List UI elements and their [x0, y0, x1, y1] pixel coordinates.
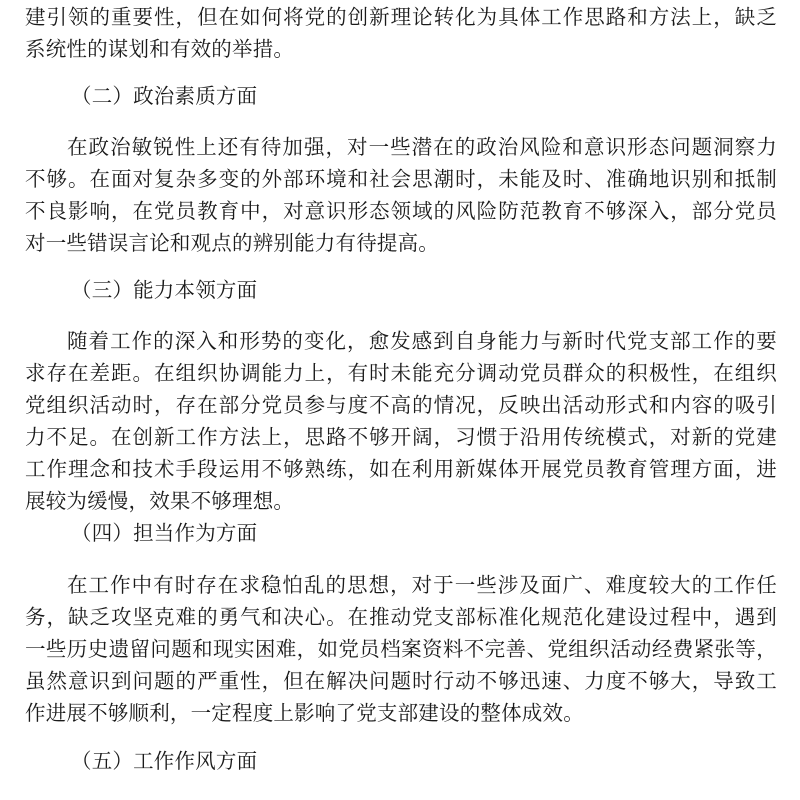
paragraph-line: 对一些错误言论和观点的辨别能力有待提高。 — [25, 231, 439, 255]
paragraph-line: 在政治敏锐性上还有待加强，对一些潜在的政治风险和意识形态问题洞察力 — [67, 135, 777, 159]
paragraph-line: 工作理念和技术手段运用不够熟练，如在利用新媒体开展党员教育管理方面，进 — [25, 457, 777, 481]
paragraph-line: 党组织活动时，存在部分党员参与度不高的情况，反映出活动形式和内容的吸引 — [25, 393, 777, 417]
paragraph-line: 不够。在面对复杂多变的外部环境和社会思潮时，未能及时、准确地识别和抵制 — [25, 167, 777, 191]
paragraph-line: 随着工作的深入和形势的变化，愈发感到自身能力与新时代党支部工作的要 — [67, 329, 777, 353]
paragraph-line: 一些历史遗留问题和现实困难，如党员档案资料不完善、党组织活动经费紧张等， — [25, 637, 777, 661]
paragraph-line: 务，缺乏攻坚克难的勇气和决心。在推动党支部标准化规范化建设过程中，遇到 — [25, 605, 777, 629]
paragraph-line: 建引领的重要性，但在如何将党的创新理论转化为具体工作思路和方法上，缺乏 — [25, 5, 777, 29]
paragraph-line: 在工作中有时存在求稳怕乱的思想，对于一些涉及面广、难度较大的工作任 — [67, 573, 777, 597]
section-heading: （三）能力本领方面 — [71, 278, 258, 302]
paragraph-line: 不良影响，在党员教育中，对意识形态领域的风险防范教育不够深入，部分党员 — [25, 199, 777, 223]
paragraph-line: 展较为缓慢，效果不够理想。 — [25, 489, 295, 513]
paragraph-line: 作进展不够顺利，一定程度上影响了党支部建设的整体成效。 — [25, 701, 584, 725]
paragraph-line: 力不足。在创新工作方法上，思路不够开阔，习惯于沿用传统模式，对新的党建 — [25, 425, 777, 449]
section-heading: （二）政治素质方面 — [71, 84, 258, 108]
paragraph-line: 虽然意识到问题的严重性，但在解决问题时行动不够迅速、力度不够大，导致工 — [25, 669, 777, 693]
section-heading: （四）担当作为方面 — [71, 521, 258, 545]
paragraph-line: 系统性的谋划和有效的举措。 — [25, 37, 295, 61]
paragraph-line: 求存在差距。在组织协调能力上，有时未能充分调动党员群众的积极性，在组织 — [25, 361, 777, 385]
section-heading: （五）工作作风方面 — [71, 749, 258, 773]
